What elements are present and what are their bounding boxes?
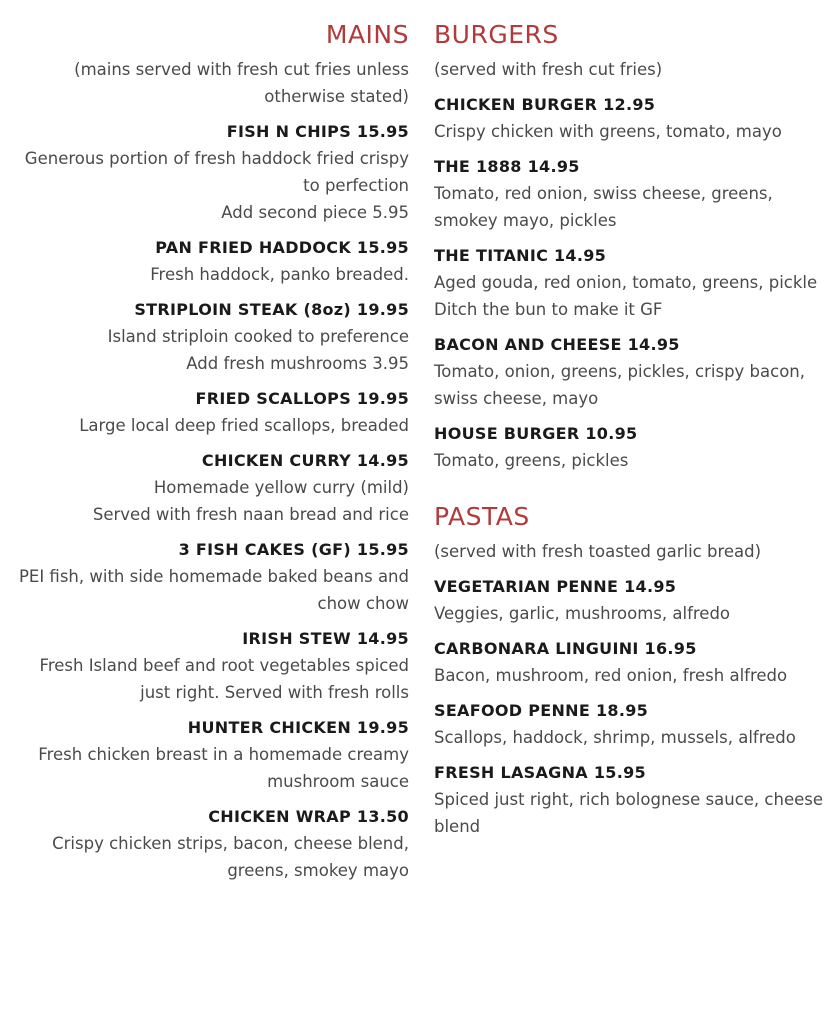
menu-item	[10, 296, 409, 377]
item-description: Bacon, mushroom, red onion, fresh alfredo	[434, 666, 788, 685]
item-title: THE TITANIC 14.95	[434, 246, 607, 265]
item-description: Generous portion of fresh haddock fried crispy to perfection	[24, 149, 409, 195]
item-description: Crispy chicken strips, bacon, cheese blend, greens, smokey mayo	[52, 834, 409, 880]
item-description: Aged gouda, red onion, tomato, greens, pickle	[434, 273, 818, 292]
item-title: SEAFOOD PENNE 18.95	[434, 701, 649, 720]
menu-item	[10, 803, 409, 884]
item-title: FISH N CHIPS 15.95	[226, 122, 409, 141]
item-description: Crispy chicken with greens, tomato, mayo	[434, 122, 782, 141]
item-description: Tomato, onion, greens, pickles, crispy bacon, swiss cheese, mayo	[434, 362, 806, 408]
burgers-note: (served with fresh cut fries)	[434, 60, 663, 79]
menu-item	[434, 635, 828, 689]
item-description: Homemade yellow curry (mild)	[153, 478, 409, 497]
item-description: Large local deep fried scallops, breaded	[79, 416, 409, 435]
item-addon: Add fresh mushrooms 3.95	[186, 354, 409, 373]
menu-item	[434, 759, 828, 840]
item-title: HUNTER CHICKEN 19.95	[187, 718, 409, 737]
item-title: HOUSE BURGER 10.95	[434, 424, 638, 443]
item-title: CARBONARA LINGUINI 16.95	[434, 639, 697, 658]
item-title: CHICKEN BURGER 12.95	[434, 95, 656, 114]
item-description: Spiced just right, rich bolognese sauce, cheese blend	[434, 790, 824, 836]
menu-item	[10, 447, 409, 528]
section-spacer	[434, 482, 828, 500]
mains-note: (mains served with fresh cut fries unless otherwise stated)	[74, 60, 409, 106]
mains-column	[10, 18, 409, 892]
menu-item	[434, 573, 828, 627]
menu-item	[434, 331, 828, 412]
item-title: STRIPLOIN STEAK (8oz) 19.95	[134, 300, 409, 319]
menu-item	[10, 625, 409, 706]
item-description: Veggies, garlic, mushrooms, alfredo	[434, 604, 731, 623]
item-title: FRIED SCALLOPS 19.95	[195, 389, 409, 408]
menu-item	[10, 536, 409, 617]
item-title: IRISH STEW 14.95	[242, 629, 409, 648]
menu-item	[434, 420, 828, 474]
item-description: Served with fresh naan bread and rice	[92, 505, 409, 524]
item-title: BACON AND CHEESE 14.95	[434, 335, 680, 354]
burgers-pastas-column	[434, 18, 828, 848]
menu-item	[10, 234, 409, 288]
item-description: Fresh Island beef and root vegetables spiced just right. Served with fresh rolls	[39, 656, 409, 702]
mains-heading: MAINS	[325, 20, 409, 49]
item-title: CHICKEN CURRY 14.95	[201, 451, 409, 470]
item-description: Scallops, haddock, shrimp, mussels, alfredo	[434, 728, 796, 747]
item-description: Fresh chicken breast in a homemade creamy mushroom sauce	[38, 745, 409, 791]
menu-item	[10, 118, 409, 226]
item-description: Tomato, red onion, swiss cheese, greens, smokey mayo, pickles	[434, 184, 773, 230]
menu-item	[10, 385, 409, 439]
item-description: Ditch the bun to make it GF	[434, 300, 663, 319]
menu-item	[434, 91, 828, 145]
item-addon: Add second piece 5.95	[221, 203, 409, 222]
pastas-heading: PASTAS	[434, 502, 530, 531]
item-title: CHICKEN WRAP 13.50	[208, 807, 409, 826]
item-description: PEI fish, with side homemade baked beans and chow chow	[18, 567, 409, 613]
burgers-heading: BURGERS	[434, 20, 559, 49]
menu-item	[434, 153, 828, 234]
item-title: THE 1888 14.95	[434, 157, 580, 176]
item-description: Island striploin cooked to preference	[107, 327, 409, 346]
item-title: VEGETARIAN PENNE 14.95	[434, 577, 677, 596]
item-title: PAN FRIED HADDOCK 15.95	[155, 238, 409, 257]
menu-item	[434, 697, 828, 751]
menu-item	[434, 242, 828, 323]
item-description: Tomato, greens, pickles	[434, 451, 629, 470]
item-title: 3 FISH CAKES (GF) 15.95	[178, 540, 409, 559]
item-title: FRESH LASAGNA 15.95	[434, 763, 646, 782]
pastas-note: (served with fresh toasted garlic bread)	[434, 542, 762, 561]
item-description: Fresh haddock, panko breaded.	[150, 265, 409, 284]
menu-item	[10, 714, 409, 795]
